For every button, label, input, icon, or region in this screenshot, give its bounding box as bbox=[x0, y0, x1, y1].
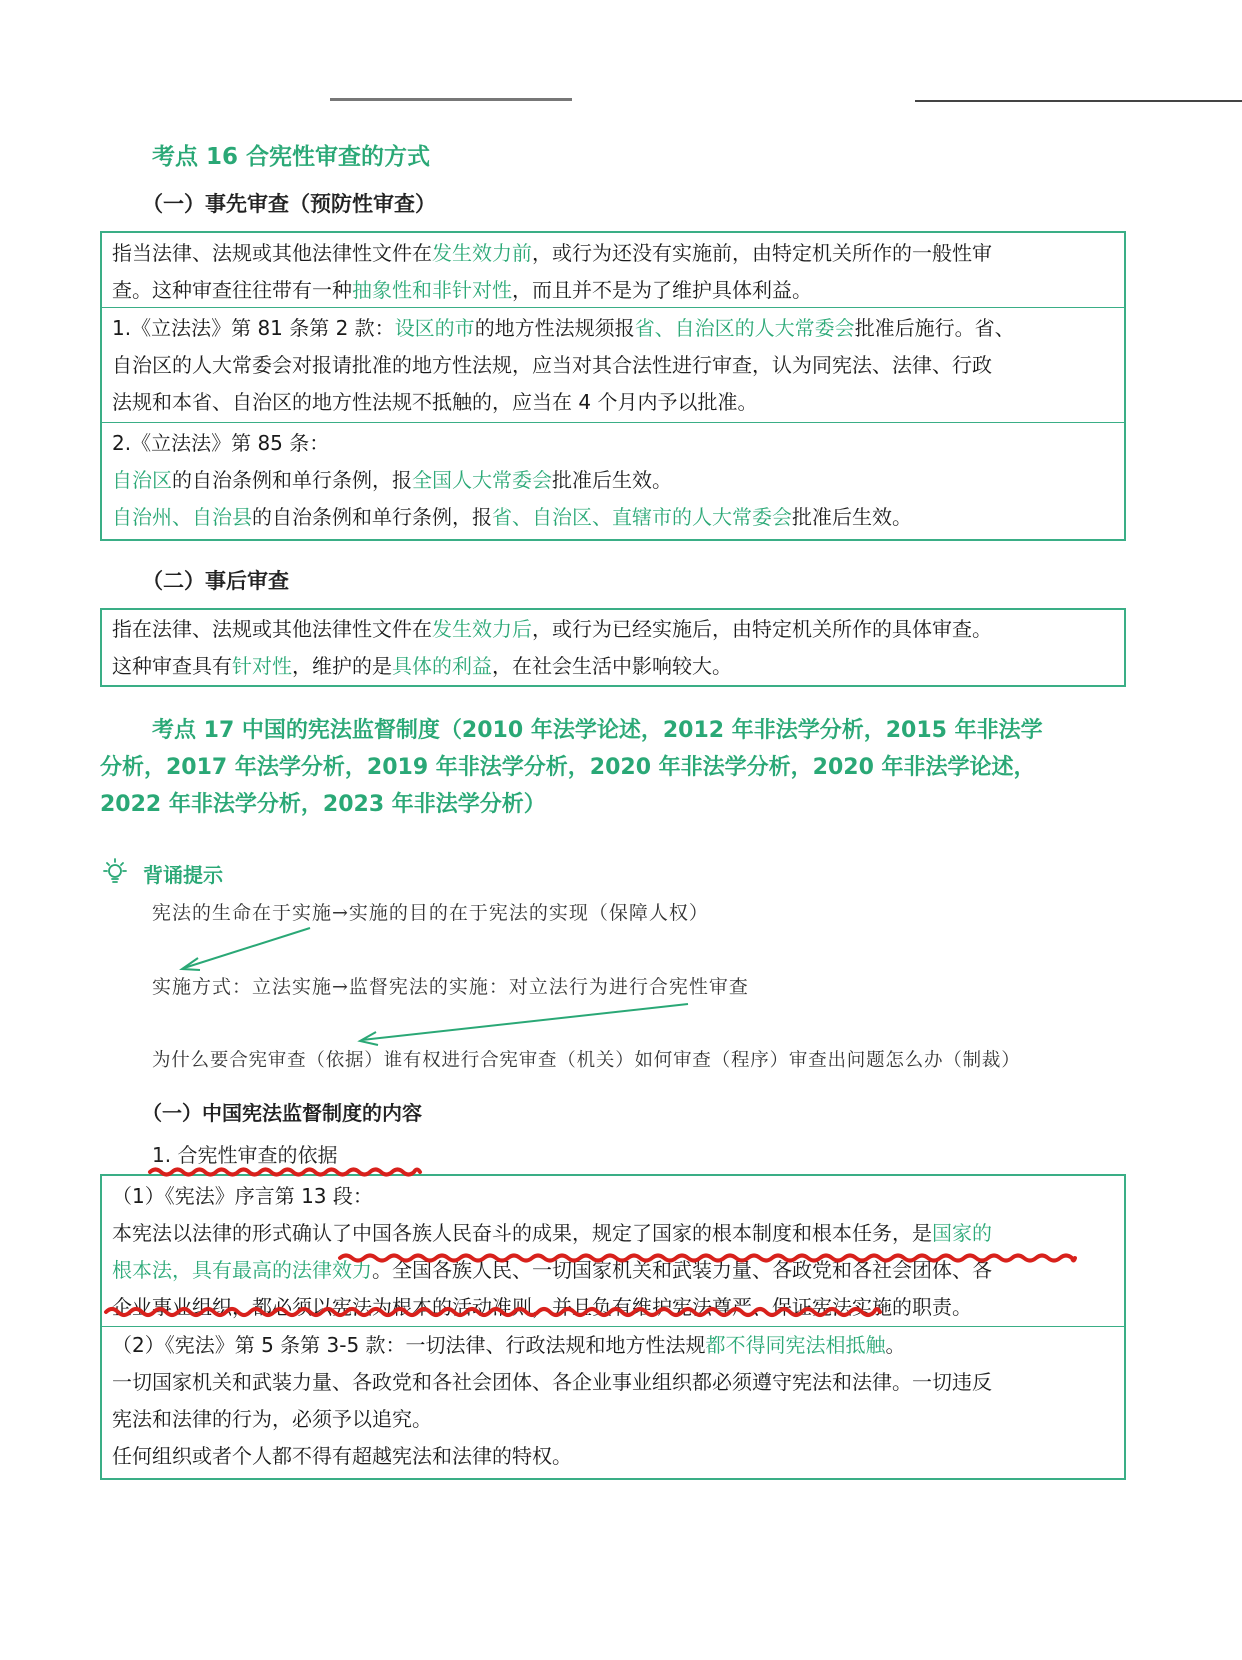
section-16-title: 考点 16 合宪性审查的方式 bbox=[152, 144, 431, 170]
top-rule-left bbox=[330, 98, 572, 101]
article5: （2）《宪法》第 5 条第 3-5 款：一切法律、行政法规和地方性法规都不得同宪法相抵触。 一切国家机关和武装力量、各政党和各社会团体、各企业事业组织都必须遵守宪法和法律。一切违反 宪法和法律的行为，必须予以追究。 任何组织或者个人都不得有超越宪法和法律的特权。 bbox=[102, 1326, 1124, 1481]
preamble-para13: （1）《宪法》序言第 13 段： 本宪法以法律的形式确认了中国各族人民奋斗的成果，规定了国家的根本制度和根本任务，是国家的 根本法，具有最高的法律效力。全国各族人民、一切国家机关和武装力量、各政党和各社会团体、各 企业事业组织，都必须以宪法为根本的活动准则，并且负有维护宪法尊严、保证宪法实施的职责。 bbox=[112, 1184, 992, 1319]
basis-heading: 1. 合宪性审查的依据 bbox=[152, 1143, 338, 1167]
section-17-title: 考点 17 中国的宪法监督制度（2010 年法学论述，2012 年非法学分析，2015 年非法学 分析，2017 年法学分析，2019 年非法学分析，2020 年非法学分析，2020 年非法学论述， 2022 年非法学分析，2023 年非法学分析） bbox=[100, 718, 1043, 817]
memo-line-3: 为什么要合宪审查（依据）谁有权进行合宪审查（机关）如何审查（程序）审查出问题怎么办（制裁） bbox=[152, 1050, 1021, 1071]
tip-label: 背诵提示 bbox=[143, 863, 223, 887]
memo-line-1: 宪法的生命在于实施→实施的目的在于宪法的实现（保障人权） bbox=[152, 902, 709, 924]
legislation-law-art81: 1.《立法法》第 81 条第 2 款：设区的市的地方性法规须报省、自治区的人大常委会批准后施行。省、 自治区的人大常委会对报请批准的地方性法规，应当对其合法性进行审查，认为同宪法、法律、行政 法规和本省、自治区的地方性法规不抵触的，应当在 4 个月内予以批准。 bbox=[102, 307, 1124, 422]
lightbulb-icon bbox=[100, 857, 130, 887]
legislation-law-art85: 2.《立法法》第 85 条： 自治区的自治条例和单行条例，报全国人大常委会批准后生效。 自治州、自治县的自治条例和单行条例，报省、自治区、直辖市的人大常委会批准后生效。 bbox=[102, 422, 1124, 542]
memo-line-2: 实施方式：立法实施→监督宪法的实施：对立法行为进行合宪性审查 bbox=[152, 976, 749, 998]
pre-review-heading: （一）事先审查（预防性审查） bbox=[142, 192, 436, 216]
post-review-definition: 指在法律、法规或其他法律性文件在发生效力后，或行为已经实施后，由特定机关所作的具体审查。 这种审查具有针对性，维护的是具体的利益，在社会生活中影响较大。 bbox=[112, 617, 992, 678]
post-review-heading: （二）事后审查 bbox=[142, 569, 289, 593]
constitution-box bbox=[100, 1174, 1126, 1480]
pre-review-box bbox=[100, 231, 1126, 541]
pre-review-definition: 指当法律、法规或其他法律性文件在发生效力前，或行为还没有实施前，由特定机关所作的一般性审 查。这种审查往往带有一种抽象性和非针对性，而且并不是为了维护具体利益。 bbox=[112, 241, 992, 302]
content-heading: （一）中国宪法监督制度的内容 bbox=[142, 1101, 422, 1125]
top-rule-right bbox=[915, 100, 1242, 102]
post-review-box bbox=[100, 608, 1126, 687]
